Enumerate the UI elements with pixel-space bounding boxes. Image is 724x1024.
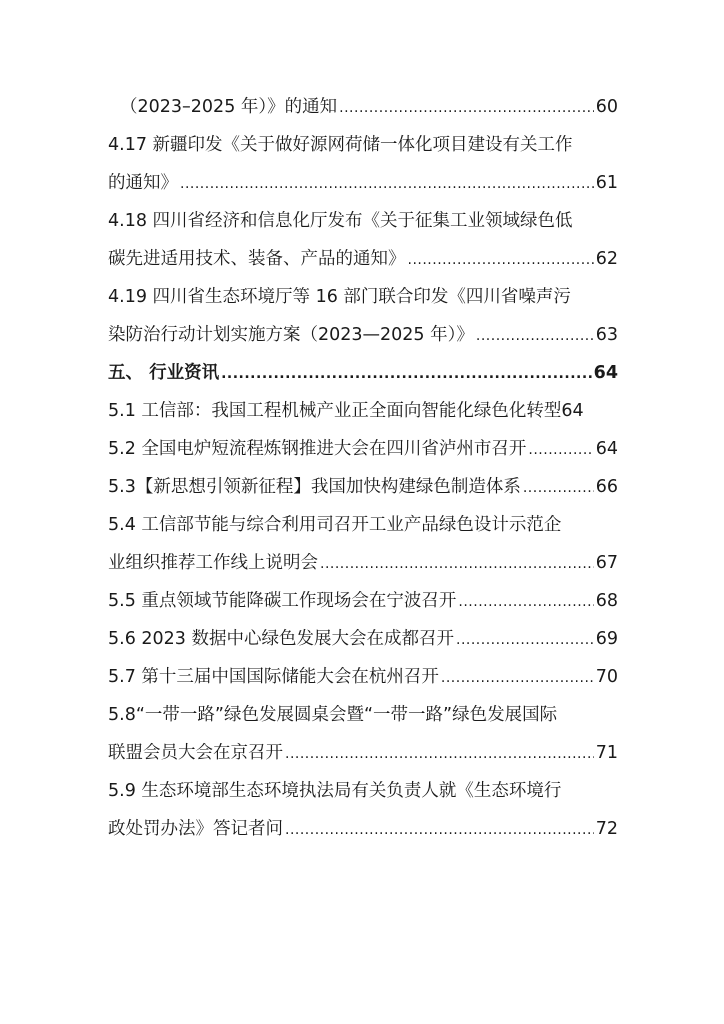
- toc-line[interactable]: [108, 240, 618, 278]
- toc-text: 5.5 重点领域节能降碳工作现场会在宁波召开: [108, 591, 457, 611]
- dot-leader: [408, 241, 594, 278]
- toc-text: 4.18 四川省经济和信息化厅发布《关于征集工业领域绿色低: [108, 211, 573, 231]
- toc-line[interactable]: [108, 696, 618, 734]
- dot-leader: [221, 355, 592, 392]
- toc-page-number: 63: [595, 325, 618, 345]
- toc-text: 4.17 新疆印发《关于做好源网荷储一体化项目建设有关工作: [108, 135, 573, 155]
- toc-text: 碳先进适用技术、装备、产品的通知》: [108, 249, 406, 269]
- table-of-contents: [108, 88, 618, 848]
- toc-page-number: 71: [595, 743, 618, 763]
- toc-text: 业组织推荐工作线上说明会: [108, 553, 318, 573]
- toc-line[interactable]: [108, 278, 618, 316]
- toc-text: 染防治行动计划实施方案（2023—2025 年）》: [108, 325, 474, 345]
- toc-text: 联盟会员大会在京召开: [108, 743, 283, 763]
- toc-line[interactable]: [108, 582, 618, 620]
- toc-text: 5.7 第十三届中国国际储能大会在杭州召开: [108, 667, 439, 687]
- toc-line[interactable]: [108, 164, 618, 202]
- toc-page-number: 69: [595, 629, 618, 649]
- toc-line[interactable]: [108, 316, 618, 354]
- dot-leader: [476, 317, 594, 354]
- toc-page-number: 60: [595, 97, 618, 117]
- toc-text: 5.2 全国电炉短流程炼钢推进大会在四川省泸州市召开: [108, 439, 527, 459]
- toc-text: （2023–2025 年）》的通知: [120, 97, 338, 117]
- toc-page-number: 67: [595, 553, 618, 573]
- toc-line[interactable]: [108, 88, 618, 126]
- toc-page-number: 64: [561, 401, 584, 421]
- toc-page-number: 70: [595, 667, 618, 687]
- dot-leader: [320, 545, 594, 582]
- toc-page-number: 64: [593, 363, 618, 383]
- toc-line[interactable]: [108, 392, 618, 430]
- toc-line[interactable]: [108, 202, 618, 240]
- dot-leader: [285, 811, 594, 848]
- toc-page-number: 64: [595, 439, 618, 459]
- toc-page-number: 72: [595, 819, 618, 839]
- toc-page-number: 61: [595, 173, 618, 193]
- toc-line[interactable]: [108, 772, 618, 810]
- toc-line[interactable]: [108, 126, 618, 164]
- toc-text: 五、 行业资讯: [108, 363, 220, 383]
- dot-leader: [441, 659, 594, 696]
- toc-page-number: 68: [595, 591, 618, 611]
- toc-text: 4.19 四川省生态环境厅等 16 部门联合印发《四川省噪声污: [108, 287, 571, 307]
- toc-line[interactable]: [108, 734, 618, 772]
- toc-line[interactable]: [108, 810, 618, 848]
- toc-line[interactable]: [108, 544, 618, 582]
- toc-text: 5.3【新思想引领新征程】我国加快构建绿色制造体系: [108, 477, 521, 497]
- toc-text: 5.4 工信部节能与综合利用司召开工业产品绿色设计示范企: [108, 515, 562, 535]
- toc-line[interactable]: [108, 506, 618, 544]
- toc-page-number: 62: [595, 249, 618, 269]
- toc-text: 5.1 工信部：我国工程机械产业正全面向智能化绿色化转型: [108, 401, 562, 421]
- dot-leader: [456, 621, 594, 658]
- dot-leader: [458, 583, 593, 620]
- toc-page-number: 66: [595, 477, 618, 497]
- toc-text: 5.9 生态环境部生态环境执法局有关负责人就《生态环境行: [108, 781, 562, 801]
- toc-text: 5.6 2023 数据中心绿色发展大会在成都召开: [108, 629, 454, 649]
- dot-leader: [339, 89, 594, 126]
- dot-leader: [523, 469, 594, 506]
- toc-line[interactable]: [108, 620, 618, 658]
- toc-line[interactable]: [108, 658, 618, 696]
- toc-text: 5.8“一带一路”绿色发展圆桌会暨“一带一路”绿色发展国际: [108, 705, 558, 725]
- dot-leader: [528, 431, 593, 468]
- toc-section-heading[interactable]: [108, 354, 618, 392]
- toc-text: 政处罚办法》答记者问: [108, 819, 283, 839]
- dot-leader: [285, 735, 594, 772]
- toc-line[interactable]: [108, 430, 618, 468]
- toc-line[interactable]: [108, 468, 618, 506]
- toc-text: 的通知》: [108, 173, 178, 193]
- dot-leader: [180, 165, 594, 202]
